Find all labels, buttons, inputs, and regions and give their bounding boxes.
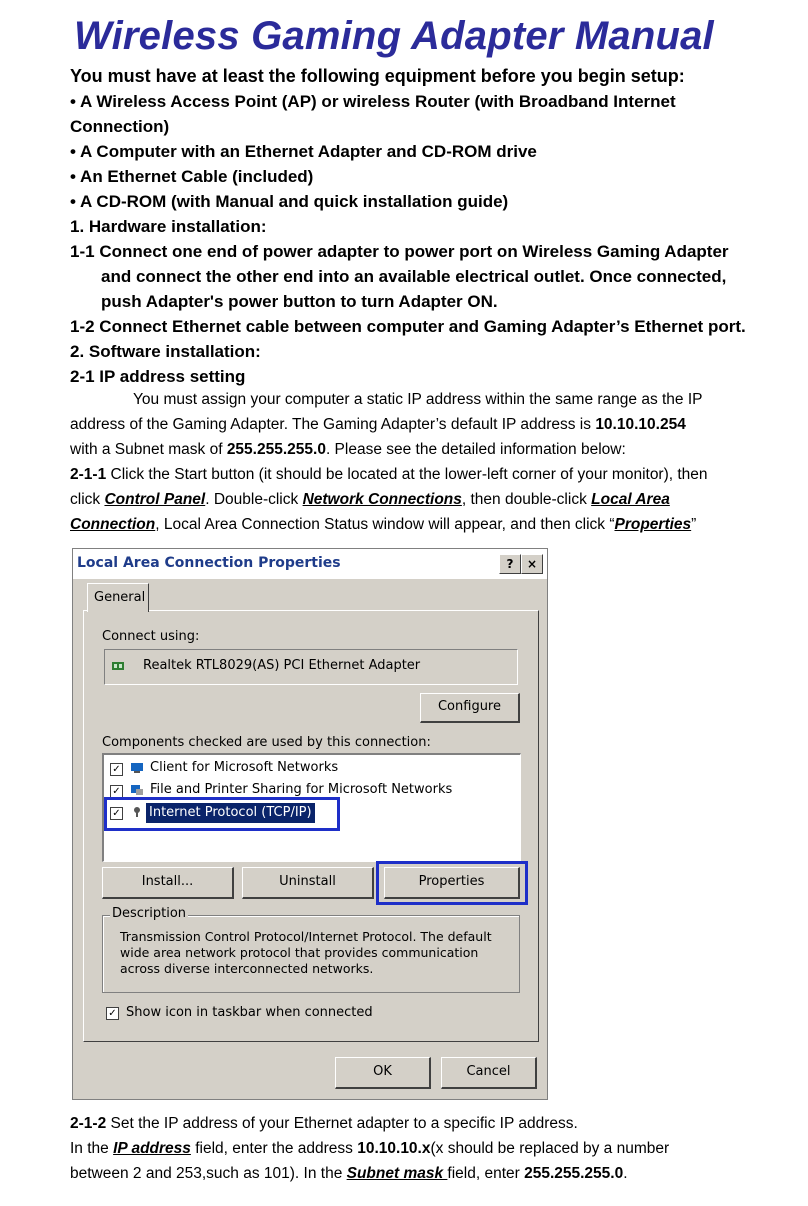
local-area-link[interactable]: Local Area	[591, 491, 670, 508]
text: field, enter the address	[190, 1140, 358, 1157]
step-text: Connect one end of power adapter to power port on Wireless Gaming Adapter	[99, 242, 729, 261]
subnet-mask-link[interactable]: Subnet mask	[346, 1165, 448, 1182]
paragraph-line	[70, 1140, 669, 1158]
step-number: 1-1	[70, 242, 95, 261]
file-sharing-checkbox[interactable]: ✓	[110, 785, 123, 798]
step-1-1	[70, 242, 729, 262]
default-ip: 10.10.10.254	[595, 416, 686, 433]
text: Click the Start button (it should be located at the lower-left corner of your monitor), then	[106, 466, 708, 483]
help-button[interactable]: ?	[499, 554, 521, 574]
text: . Please see the detailed information below:	[325, 441, 626, 458]
properties-button[interactable]: Properties	[384, 867, 520, 899]
ip-address-value: 10.10.10.x	[357, 1140, 431, 1157]
component-item[interactable]: Client for Microsoft Networks	[150, 760, 339, 775]
equipment-item: Connection)	[70, 117, 170, 136]
paragraph-line	[70, 441, 626, 459]
equipment-item: • A Computer with an Ethernet Adapter and CD-ROM drive	[70, 142, 537, 161]
components-list	[102, 753, 521, 862]
step-2-1-2	[70, 1115, 578, 1133]
text: click	[70, 491, 105, 508]
ip-address-link[interactable]: IP address	[113, 1140, 191, 1157]
client-icon	[130, 762, 144, 774]
equipment-item: • A Wireless Access Point (AP) or wireless Router (with Broadband Internet	[70, 92, 676, 111]
document-title: Wireless Gaming Adapter Manual	[74, 14, 714, 58]
subnet-mask-value: 255.255.255.0	[226, 441, 326, 458]
text: field, enter	[447, 1165, 525, 1182]
ok-button[interactable]: OK	[335, 1057, 431, 1089]
adapter-name: Realtek RTL8029(AS) PCI Ethernet Adapter	[143, 658, 421, 673]
description-label: Description	[112, 906, 187, 921]
tcpip-checkbox[interactable]: ✓	[110, 807, 123, 820]
text: .	[623, 1165, 628, 1182]
step-2-1: 2-1 IP address setting	[70, 367, 246, 386]
text: between 2 and 253,such as 101). In the	[70, 1165, 347, 1182]
properties-highlight-box	[376, 861, 528, 905]
text: with a Subnet mask of	[70, 441, 227, 458]
step-2-1-1	[70, 466, 708, 484]
requirements-lead: You must have at least the following equipment before you begin setup:	[70, 66, 685, 86]
cancel-button[interactable]: Cancel	[441, 1057, 537, 1089]
network-adapter-icon	[111, 660, 125, 672]
uninstall-button[interactable]: Uninstall	[242, 867, 374, 899]
component-item[interactable]: File and Printer Sharing for Microsoft Networks	[150, 782, 453, 797]
install-button[interactable]: Install...	[102, 867, 234, 899]
text: ”	[691, 516, 697, 533]
description-text: across diverse interconnected networks.	[120, 961, 374, 976]
paragraph-line	[70, 1165, 628, 1183]
tab-general[interactable]	[87, 583, 149, 612]
equipment-item: • An Ethernet Cable (included)	[70, 167, 314, 186]
equipment-item: • A CD-ROM (with Manual and quick installation guide)	[70, 192, 509, 211]
connect-using-label: Connect using:	[102, 629, 200, 644]
step-1-2: 1-2 Connect Ethernet cable between computer and Gaming Adapter’s Ethernet port.	[70, 317, 746, 336]
tcpip-highlight-box	[104, 797, 340, 831]
paragraph-line	[70, 491, 670, 509]
paragraph-line	[70, 416, 686, 434]
configure-button[interactable]: Configure	[420, 693, 520, 723]
text: , then double-click	[461, 491, 592, 508]
network-connections-link[interactable]: Network Connections	[302, 491, 462, 508]
text: address of the Gaming Adapter. The Gaming Adapter’s default IP address is	[70, 416, 596, 433]
paragraph-line	[70, 516, 696, 534]
dialog-title-bar	[73, 549, 547, 579]
show-icon-label[interactable]: Show icon in taskbar when connected	[126, 1005, 373, 1020]
step-number: 2-1-2	[70, 1115, 107, 1132]
local-area-connection-properties-dialog	[72, 548, 548, 1100]
section-software: 2. Software installation:	[70, 342, 261, 361]
step-text: and connect the other end into an available electrical outlet. Once connected,	[101, 267, 727, 286]
dialog-title: Local Area Connection Properties	[77, 555, 341, 571]
close-button[interactable]: ×	[521, 554, 543, 574]
file-sharing-icon	[130, 784, 144, 796]
text: . Double-click	[205, 491, 303, 508]
paragraph-line: You must assign your computer a static IP address within the same range as the IP	[133, 391, 703, 408]
properties-link[interactable]: Properties	[614, 516, 692, 533]
tab-label: General	[94, 590, 146, 605]
step-number: 2-1-1	[70, 466, 107, 483]
component-item-selected[interactable]: Internet Protocol (TCP/IP)	[146, 803, 315, 823]
step-text: push Adapter's power button to turn Adapter ON.	[101, 292, 498, 311]
adapter-field	[104, 649, 518, 685]
components-label: Components checked are used by this connection:	[102, 735, 431, 750]
general-panel	[83, 610, 539, 1042]
text: Set the IP address of your Ethernet adapter to a specific IP address.	[106, 1115, 578, 1132]
connection-link[interactable]: Connection	[70, 516, 156, 533]
show-icon-checkbox[interactable]: ✓	[106, 1007, 119, 1020]
text: In the	[70, 1140, 114, 1157]
text: (x should be replaced by a number	[430, 1140, 670, 1157]
description-text: wide area network protocol that provides communication	[120, 945, 479, 960]
text: , Local Area Connection Status window will appear, and then click “	[155, 516, 615, 533]
section-hardware: 1. Hardware installation:	[70, 217, 267, 236]
subnet-mask-value: 255.255.255.0	[524, 1165, 624, 1182]
client-checkbox[interactable]: ✓	[110, 763, 123, 776]
control-panel-link[interactable]: Control Panel	[104, 491, 206, 508]
description-text: Transmission Control Protocol/Internet Protocol. The default	[120, 929, 492, 944]
